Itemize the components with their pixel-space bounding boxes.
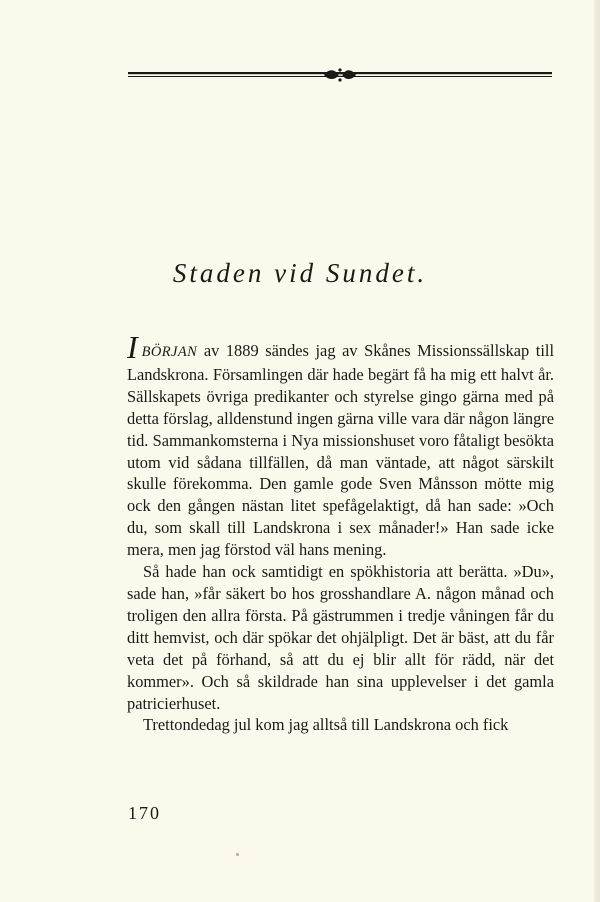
page-number: 170 bbox=[128, 803, 161, 823]
paragraph-1 bbox=[127, 329, 554, 561]
paragraph-3: Trettondedag jul kom jag alltså till Landskrona och fick bbox=[143, 715, 509, 735]
opening-words: BÖRJAN bbox=[141, 344, 198, 360]
paragraph-1-text: av 1889 sändes jag av Skånes Missionssällskap till Landskrona. Församlingen där hade begärt få ha mig ett halvt år. Sällskapets övriga predikanter och styrelse gingo gärna med på detta förslag, alldenstund ingen gärna ville vara där någon längre tid. Sammankomsterna i Nya missionshuset voro fåtaligt besökta utom vid sådana tillfällen, då man väntade, att något särskilt skulle förekomma. Den gamle gode Sven Månsson mötte mig ock den gången nästan litet spefågelaktigt, då han sade: »Och du, som skall till Landskrona i sex månader!» Han sade icke mera, men jag förstod väl hans mening. bbox=[127, 341, 554, 560]
body-text bbox=[127, 329, 554, 736]
page-edge-shadow bbox=[594, 0, 600, 902]
paper-speck bbox=[236, 853, 239, 856]
chapter-title: Staden vid Sundet. bbox=[172, 258, 428, 288]
drop-cap: I bbox=[127, 329, 138, 365]
paragraph-2: Så hade han ock samtidigt en spökhistoria att berätta. »Du», sade han, »får säkert bo hos grosshandlare A. någon månad och troligen den allra första. På gästrummen i tredje våningen får du ditt hemvist, och där spökar det ohjälpligt. Det är bäst, att du får veta det på förhand, så att du ej blir allt för rädd, när det kommer». Och så skildrade han sina upplevelser i det gamla patricierhuset. bbox=[127, 562, 554, 713]
ornament-rule-icon bbox=[128, 67, 552, 83]
